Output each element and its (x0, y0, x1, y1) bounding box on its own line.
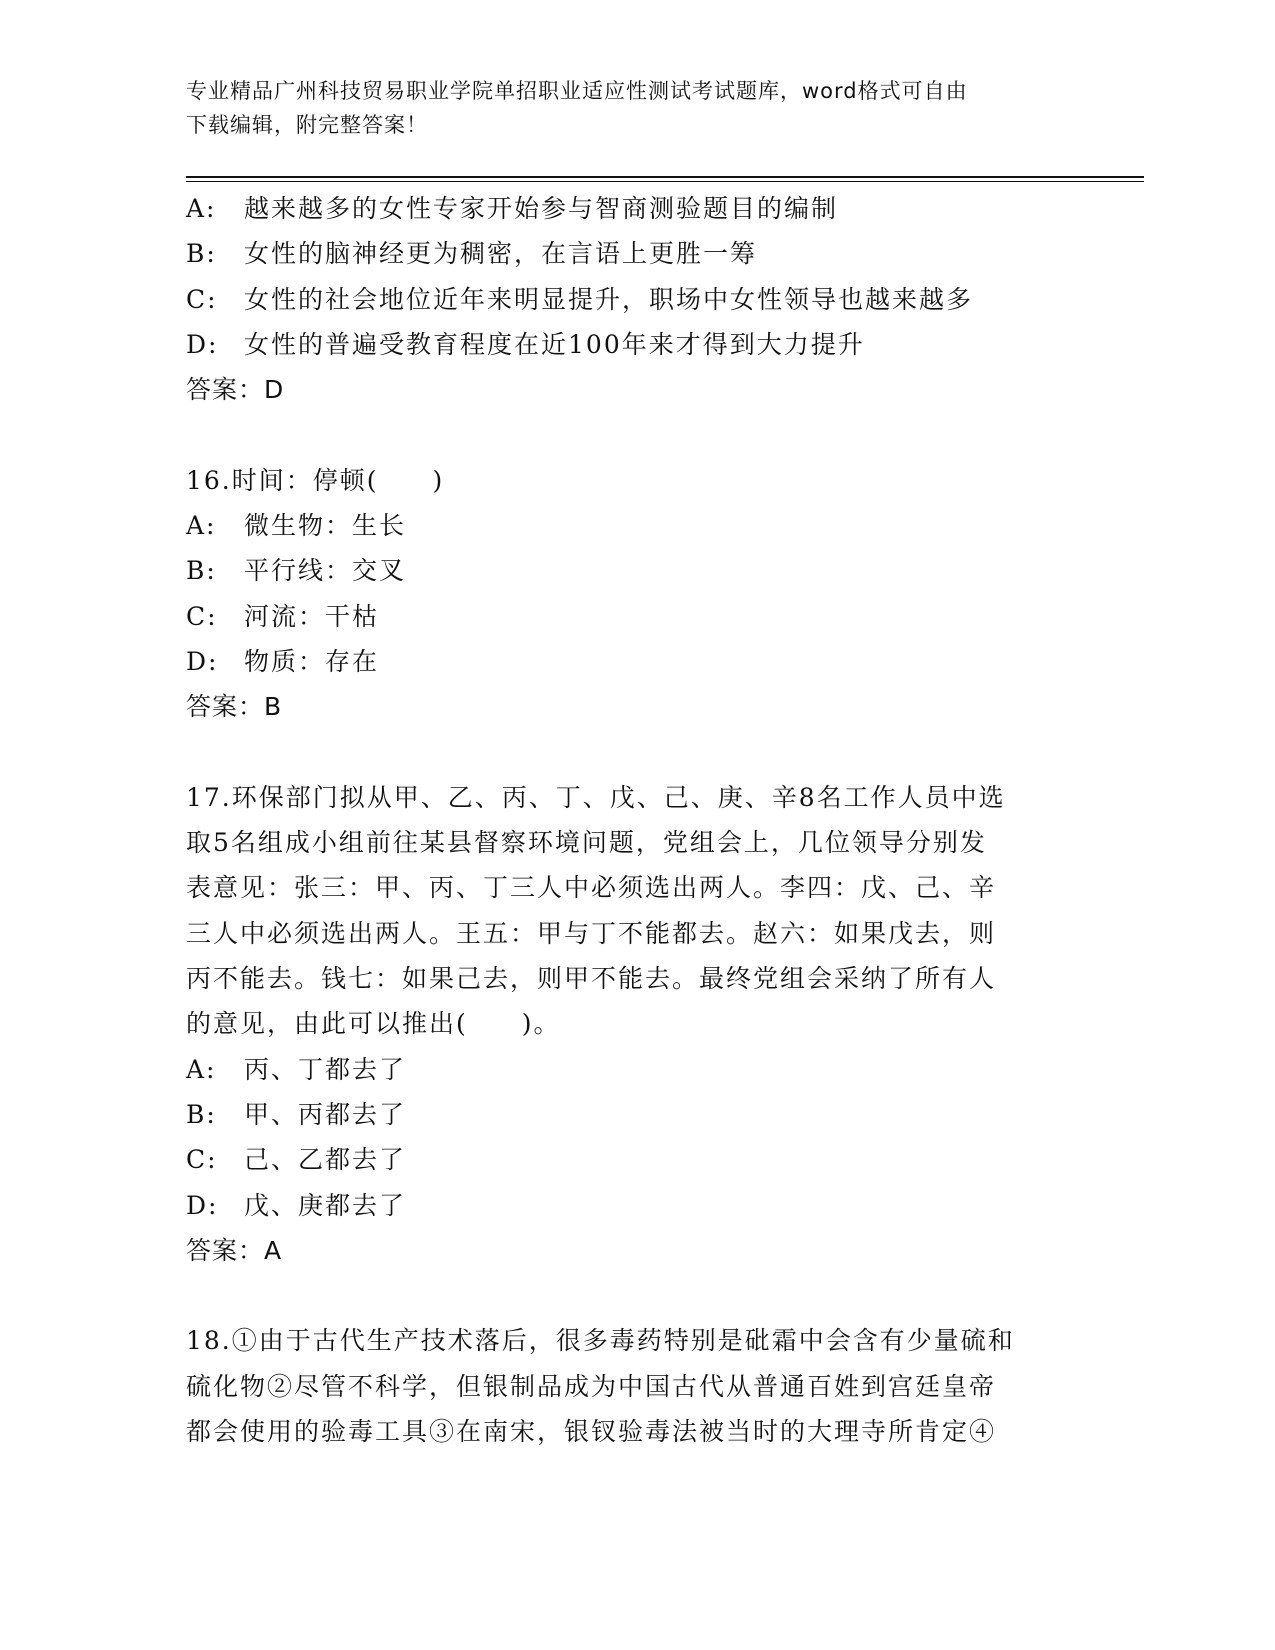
option-label: C: (186, 1145, 218, 1175)
option-text: 女性的脑神经更为稠密，在言语上更胜一筹 (244, 239, 758, 269)
option-d (186, 639, 1086, 684)
option-label: B: (186, 556, 217, 586)
option-text: 微生物：生长 (244, 511, 407, 541)
option-label: A: (186, 1054, 217, 1084)
option-text: 女性的普遍受教育程度在近100年来才得到大力提升 (244, 329, 865, 359)
option-b (186, 1092, 1086, 1137)
option-a (186, 503, 1086, 548)
stem-line: 都会使用的验毒工具③在南宋，银钗验毒法被当时的大理寺所肯定④ (186, 1417, 997, 1447)
option-d (186, 322, 1086, 367)
option-b (186, 548, 1086, 593)
question-17-stem (186, 775, 1086, 1047)
question-16-stem: 16.时间：停顿( ) (186, 465, 445, 495)
option-label: B: (186, 239, 217, 269)
header-line-2: 下载编辑，附完整答案！ (186, 113, 428, 137)
question-15-answer: 答案：D (186, 375, 285, 405)
page-header (186, 74, 1066, 142)
stem-line: 丙不能去。钱七：如果己去，则甲不能去。最终党组会采纳了所有人 (186, 964, 997, 994)
option-label: C: (186, 601, 218, 631)
option-text: 甲、丙都去了 (244, 1099, 407, 1129)
option-text: 物质：存在 (244, 646, 380, 676)
option-text: 戊、庚都去了 (244, 1190, 407, 1220)
option-a (186, 186, 1086, 231)
header-divider-thick (186, 176, 1144, 178)
option-label: D: (186, 646, 219, 676)
option-c (186, 277, 1086, 322)
stem-line: 18.①由于古代生产技术落后，很多毒药特别是砒霜中会含有少量硫和 (186, 1326, 1015, 1356)
stem-line: 三人中必须选出两人。王五：甲与丁不能都去。赵六：如果戊去，则 (186, 918, 997, 948)
option-c (186, 594, 1086, 639)
option-text: 丙、丁都去了 (244, 1054, 407, 1084)
question-16-answer: 答案：B (186, 692, 283, 722)
option-d (186, 1183, 1086, 1228)
question-17-options (186, 1047, 1086, 1228)
question-18-stem (186, 1318, 1086, 1454)
option-label: C: (186, 284, 218, 314)
option-a (186, 1047, 1086, 1092)
stem-line: 表意见：张三：甲、丙、丁三人中必须选出两人。李四：戊、己、辛 (186, 873, 997, 903)
header-line-1: 专业精品广州科技贸易职业学院单招职业适应性测试考试题库，word格式可自由 (186, 79, 968, 103)
question-15-options (186, 186, 1086, 367)
option-c (186, 1137, 1086, 1182)
option-b (186, 231, 1086, 276)
question-17-answer: 答案：A (186, 1235, 283, 1265)
option-label: B: (186, 1099, 217, 1129)
option-text: 越来越多的女性专家开始参与智商测验题目的编制 (244, 194, 839, 223)
option-text: 河流：干枯 (244, 601, 380, 631)
option-label: A: (186, 194, 217, 223)
option-text: 己、乙都去了 (244, 1145, 407, 1175)
option-label: D: (186, 329, 219, 359)
stem-line: 硫化物②尽管不科学，但银制品成为中国古代从普通百姓到宫廷皇帝 (186, 1371, 997, 1401)
option-label: A: (186, 511, 217, 541)
stem-line: 17.环保部门拟从甲、乙、丙、丁、戊、己、庚、辛8名工作人员中选 (186, 782, 1006, 812)
header-divider-thin (186, 181, 1144, 182)
question-16-options (186, 503, 1086, 684)
stem-line: 取5名组成小组前往某县督察环境问题，党组会上，几位领导分别发 (186, 828, 987, 858)
stem-line: 的意见，由此可以推出( )。 (186, 1009, 561, 1039)
option-text: 女性的社会地位近年来明显提升，职场中女性领导也越来越多 (244, 284, 974, 314)
option-label: D: (186, 1190, 219, 1220)
question-content (186, 186, 1086, 1454)
option-text: 平行线：交叉 (244, 556, 407, 586)
